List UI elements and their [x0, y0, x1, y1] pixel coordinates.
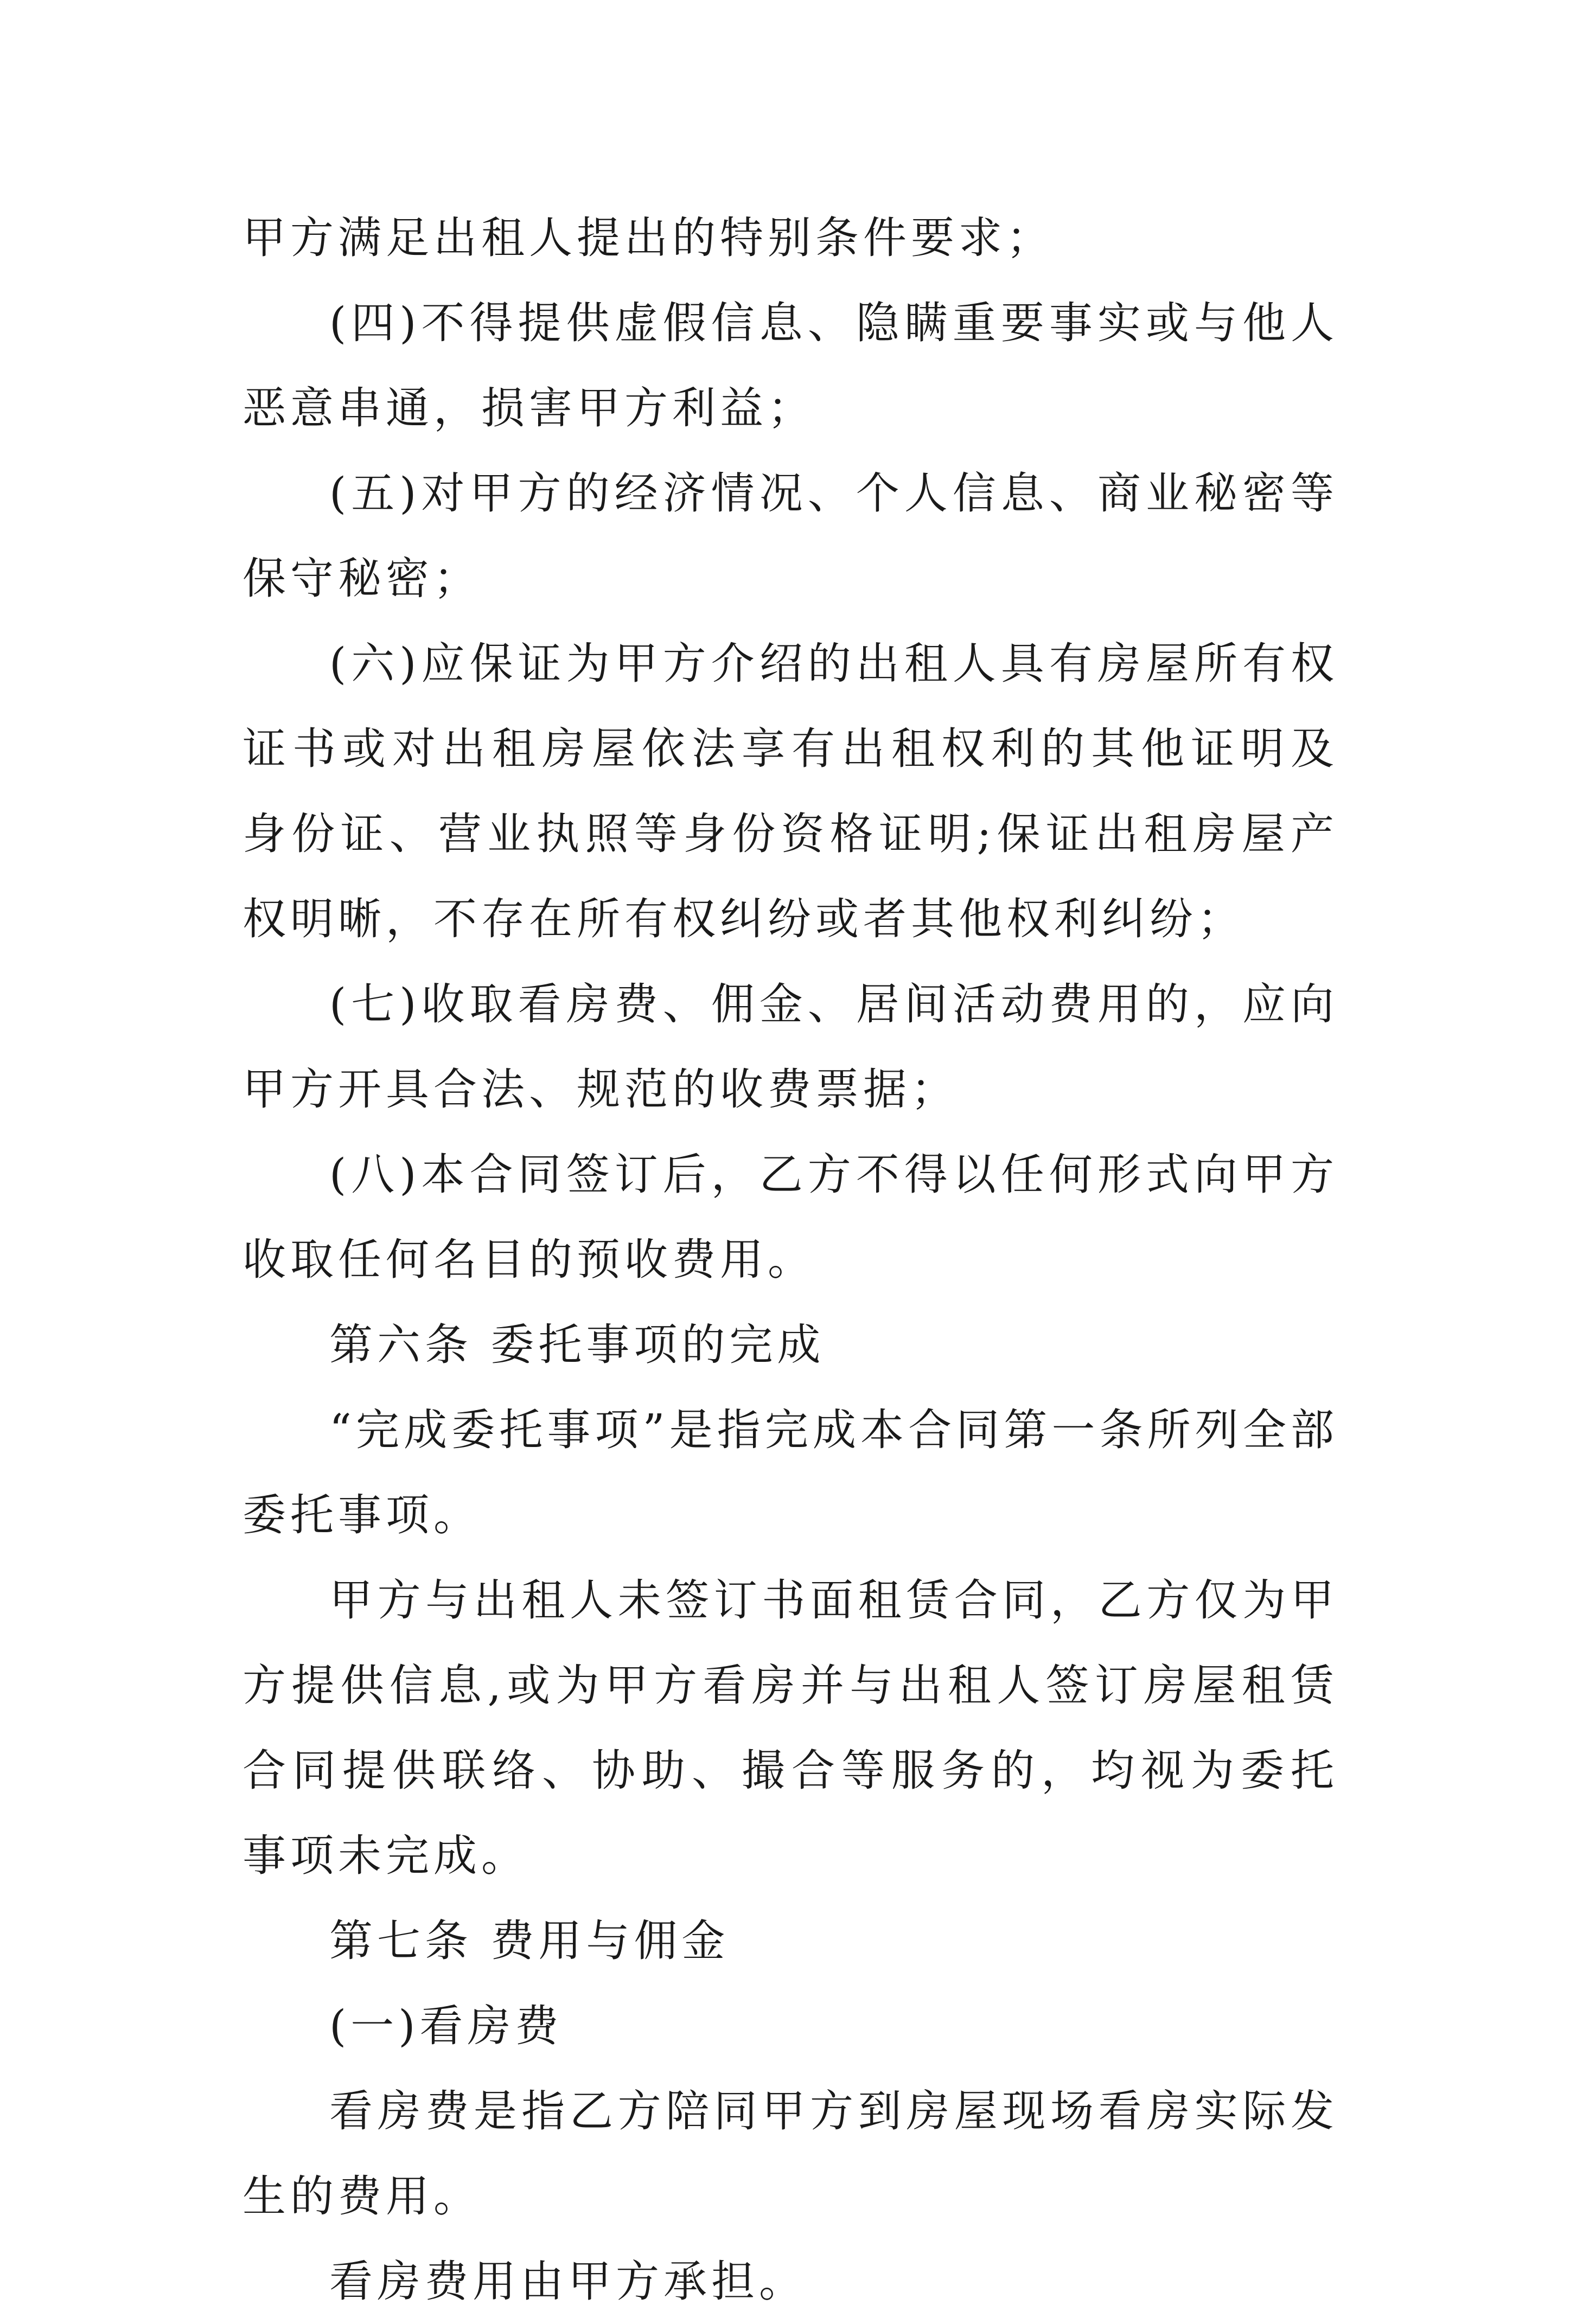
paragraph-article-6-incomplete: 甲方与出租人未签订书面租赁合同，乙方仅为甲方提供信息,或为甲方看房并与出租人签订房屋租赁合同提供联络、协助、撮合等服务的，均视为委托事项未完成。 [242, 1575, 1338, 1881]
paragraph-clause-7: (七)收取看房费、佣金、居间活动费用的，应向甲方开具合法、规范的收费票据； [242, 979, 1338, 1115]
paragraph-clause-5: (五)对甲方的经济情况、个人信息、商业秘密等保守秘密； [242, 468, 1338, 604]
paragraph-continuation: 甲方满足出租人提出的特别条件要求； [242, 213, 1054, 263]
subheading-viewing-fee: (一)看房费 [329, 2001, 563, 2051]
article-7-heading: 第七条 费用与佣金 [329, 1916, 730, 1966]
paragraph-clause-4: (四)不得提供虚假信息、隐瞒重要事实或与他人恶意串通，损害甲方利益； [242, 298, 1338, 433]
paragraph-viewing-fee-definition: 看房费是指乙方陪同甲方到房屋现场看房实际发生的费用。 [242, 2086, 1338, 2221]
paragraph-clause-6: (六)应保证为甲方介绍的出租人具有房屋所有权证书或对出租房屋依法享有出租权利的其他证明及身份证、营业执照等身份资格证明;保证出租房屋产权明晰，不存在所有权纠纷或者其他权利纠纷； [242, 638, 1338, 944]
paragraph-viewing-fee-payer: 看房费用由甲方承担。 [329, 2256, 807, 2307]
document-body [242, 195, 1338, 2324]
article-6-heading: 第六条 委托事项的完成 [329, 1320, 825, 1370]
paragraph-clause-8: (八)本合同签订后，乙方不得以任何形式向甲方收取任何名目的预收费用。 [242, 1149, 1338, 1285]
paragraph-article-6-definition: “完成委托事项”是指完成本合同第一条所列全部委托事项。 [242, 1405, 1338, 1540]
